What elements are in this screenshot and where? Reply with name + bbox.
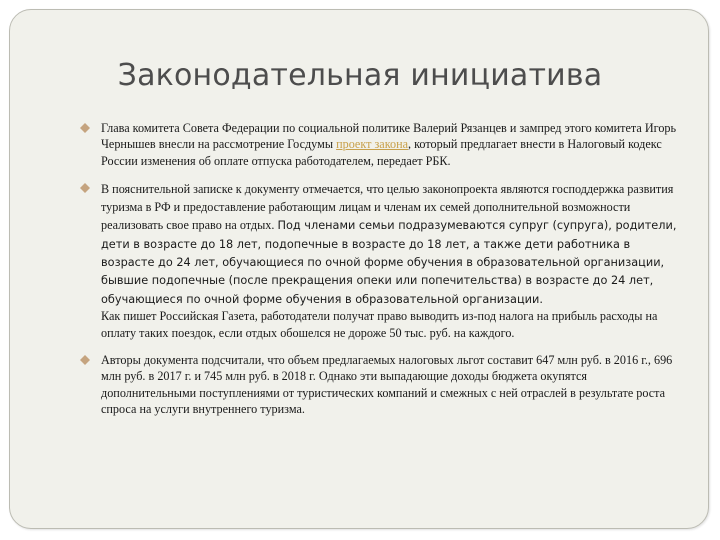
bullet-item-1: [80, 120, 680, 169]
bullet-item-2: [80, 180, 680, 341]
slide-title: Законодательная инициатива: [117, 58, 603, 93]
diamond-bullet-icon: [80, 355, 90, 365]
bullet-text-after-link: , который предлагает внести в Налоговый кодекс России изменения об оплате отпуска работодателем, передает РБК.: [101, 137, 662, 168]
bullet-text: Авторы документа подсчитали, что объем предлагаемых налоговых льгот составит 647 млн руб. в 2016 г., 696 млн руб. в 2017 г. и 745 млн руб. в 2018 г. Однако эти выпадающие доходы бюджета окупятся дополнительными поступлениями от туристических компаний и смежных с ней отраслей в результате роста спроса на услуги внутреннего туризма.: [101, 353, 673, 417]
bullet-text-before-link: Глава комитета Совета Федерации по социальной политике Валерий Рязанцев и зампред этого комитета Игорь Чернышев внесли на рассмотрение Госдумы: [101, 121, 677, 152]
bullet-text: [101, 180, 680, 341]
family-definition: Под членами семьи подразумеваются супруг (супруга), родители, дети в возрасте до 18 лет, подопечные в возрасте до 18 лет, а также дети работника в возрасте до 24 лет, обучающиеся по очной форме обучения в образовательной организации, бывшие подопечные (после прекращения опеки или попечительства) в возрасте до 24 лет, обучающиеся по очной форме обучения в образовательной организации.: [101, 219, 677, 306]
bullet-closing: Как пишет Российская Газета, работодатели получат право выводить из-под налога на прибыль расходы на оплату таких поездок, если отдых обошелся не дороже 50 тыс. руб. на каждого.: [101, 309, 658, 340]
diamond-bullet-icon: [80, 123, 90, 133]
diamond-bullet-icon: [80, 183, 90, 193]
slide-content: [80, 120, 680, 429]
bullet-text: [101, 120, 680, 169]
bullet-intro: В пояснительной записке к документу отмечается, что целью законопроекта являются господдержка развития туризма в РФ и предоставление работающим лицам и членам их семей дополнительной возможности реализовать свое право на отдых.: [101, 182, 674, 233]
bill-link[interactable]: проект закона: [336, 137, 409, 152]
bullet-item-3: [80, 352, 680, 418]
